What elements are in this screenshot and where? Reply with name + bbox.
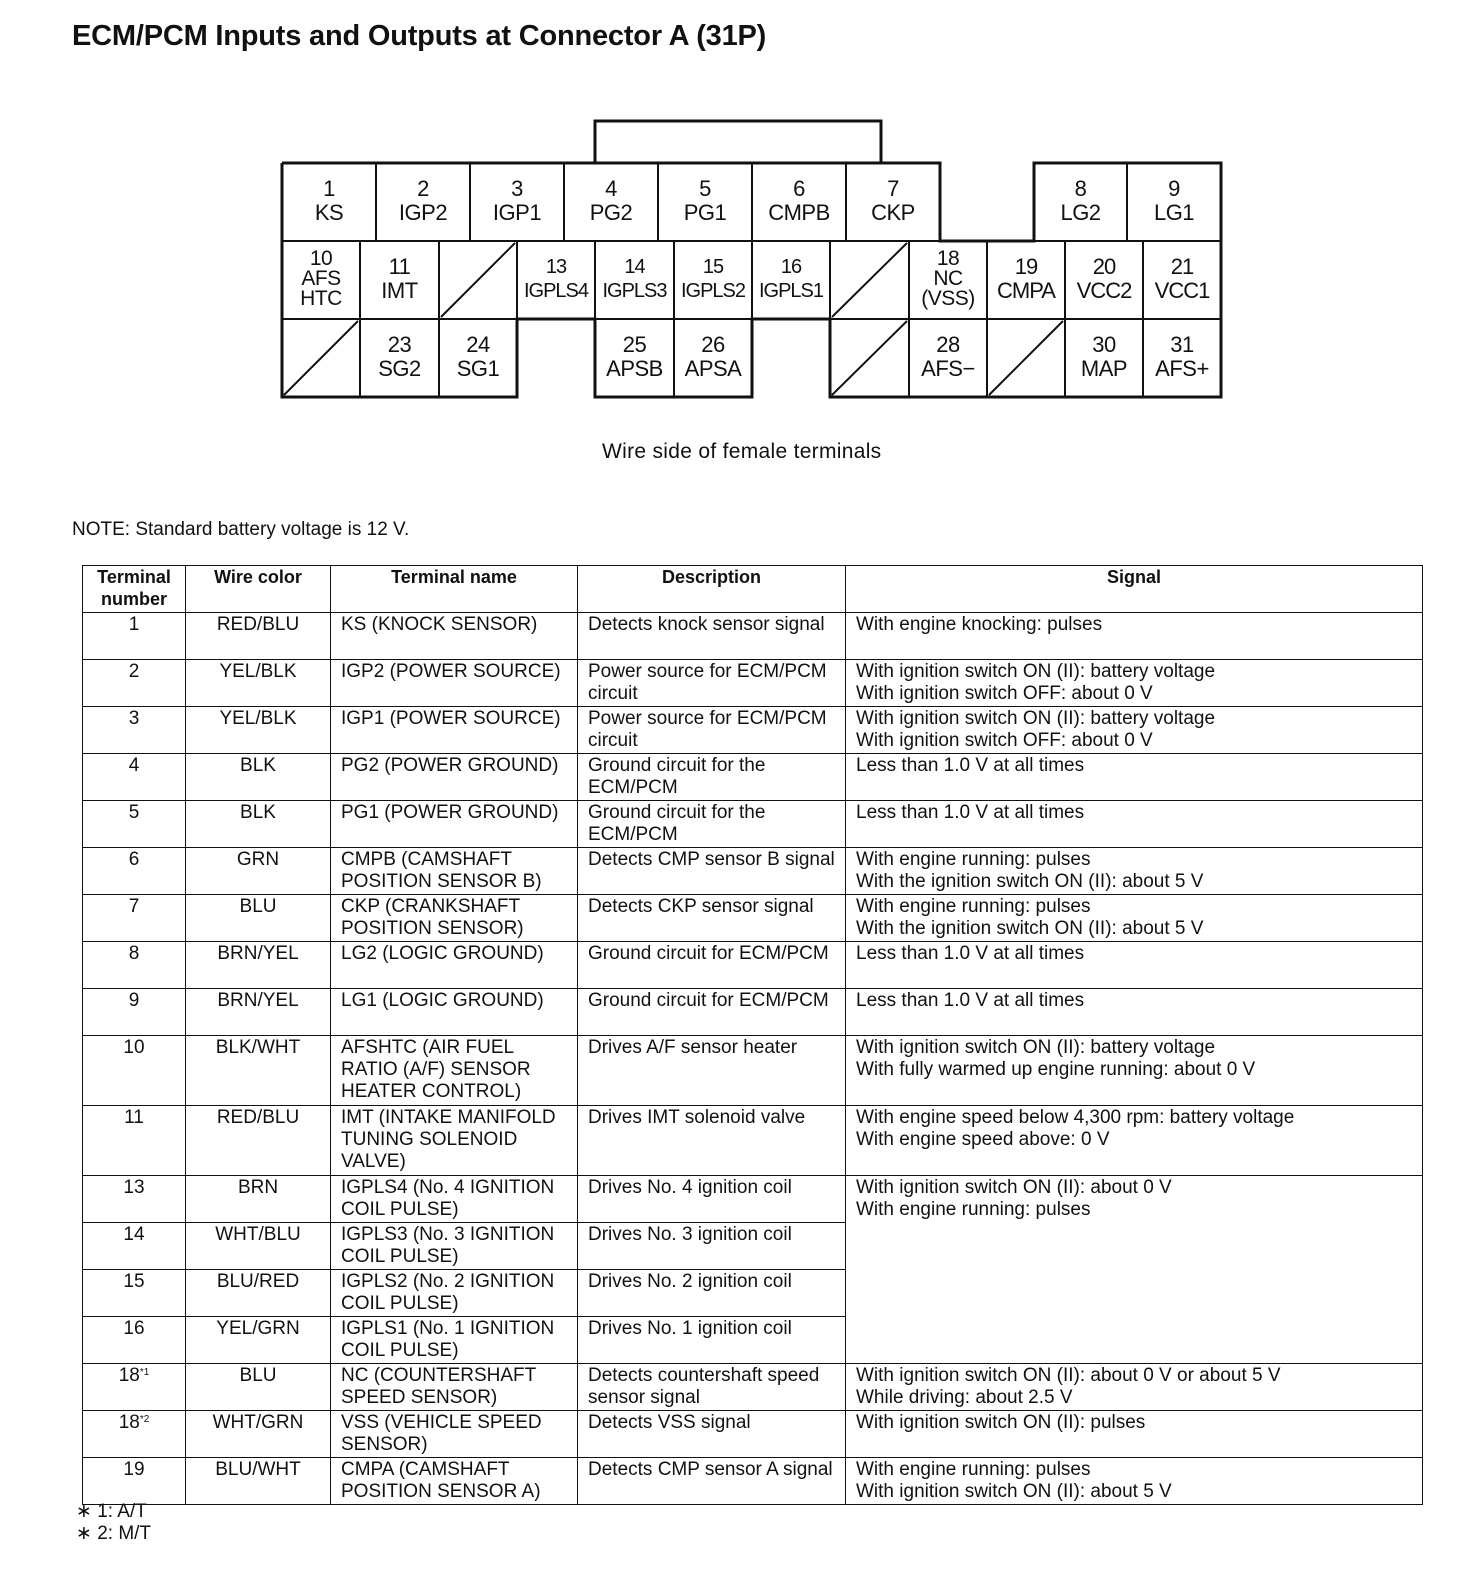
cell-terminal-name: VSS (VEHICLE SPEED SENSOR) <box>331 1411 578 1458</box>
table-row <box>83 895 1423 942</box>
terminal-2: 2 IGP2 <box>398 176 448 225</box>
cell-terminal-number: 15 <box>83 1270 186 1317</box>
cell-signal: With engine running: pulses With the ignition switch ON (II): about 5 V <box>846 848 1423 895</box>
table-row <box>83 1458 1423 1505</box>
cell-description: Detects CKP sensor signal <box>578 895 846 942</box>
footnote-2: ∗ 2: M/T <box>76 1523 152 1544</box>
table-row <box>83 660 1423 707</box>
terminal-7: 7 CKP <box>871 176 915 225</box>
terminal-13: 13 IGPLS4 <box>523 256 589 302</box>
cell-signal: With ignition switch ON (II): battery voltage With ignition switch OFF: about 0 V <box>846 660 1423 707</box>
cell-terminal-name: LG2 (LOGIC GROUND) <box>331 942 578 989</box>
connector-caption: Wire side of female terminals <box>602 440 882 463</box>
cell-wire-color: BRN/YEL <box>186 942 331 989</box>
terminal-19: 19 CMPA <box>997 254 1055 303</box>
cell-signal: With engine speed below 4,300 rpm: battery voltage With engine speed above: 0 V <box>846 1106 1423 1176</box>
cell-terminal-name: CMPA (CAMSHAFT POSITION SENSOR A) <box>331 1458 578 1505</box>
cell-description: Drives A/F sensor heater <box>578 1036 846 1106</box>
cell-terminal-name: NC (COUNTERSHAFT SPEED SENSOR) <box>331 1364 578 1411</box>
cell-terminal-name: PG1 (POWER GROUND) <box>331 801 578 848</box>
cell-description: Ground circuit for ECM/PCM <box>578 942 846 989</box>
terminal-18: 18 NC (VSS) <box>921 247 975 310</box>
cell-description: Ground circuit for the ECM/PCM <box>578 754 846 801</box>
cell-terminal-number: 19 <box>83 1458 186 1505</box>
terminal-26: 26 APSA <box>684 332 742 381</box>
header-signal: Signal <box>846 566 1423 613</box>
cell-description: Drives IMT solenoid valve <box>578 1106 846 1176</box>
cell-description: Detects countershaft speed sensor signal <box>578 1364 846 1411</box>
terminal-table <box>82 565 1423 1505</box>
terminal-14: 14 IGPLS3 <box>602 256 667 302</box>
terminal-8: 8 LG2 <box>1060 176 1101 225</box>
table-row <box>83 1106 1423 1176</box>
terminal-24: 24 SG1 <box>456 332 500 381</box>
terminal-31: 31 AFS+ <box>1155 332 1209 381</box>
cell-signal: With engine knocking: pulses <box>846 613 1423 660</box>
cell-terminal-name: LG1 (LOGIC GROUND) <box>331 989 578 1036</box>
cell-description: Drives No. 4 ignition coil <box>578 1176 846 1223</box>
cell-wire-color: YEL/BLK <box>186 707 331 754</box>
cell-description: Drives No. 2 ignition coil <box>578 1270 846 1317</box>
cell-signal: With engine running: pulses With ignition switch ON (II): about 5 V <box>846 1458 1423 1505</box>
cell-description: Ground circuit for ECM/PCM <box>578 989 846 1036</box>
table-row <box>83 1411 1423 1458</box>
cell-terminal-number: 14 <box>83 1223 186 1270</box>
terminal-5: 5 PG1 <box>683 176 727 225</box>
cell-terminal-number: 10 <box>83 1036 186 1106</box>
note-label: NOTE: <box>72 519 131 540</box>
header-terminal-number: Terminal number <box>83 566 186 613</box>
cell-terminal-number: 16 <box>83 1317 186 1364</box>
terminal-1: 1 KS <box>314 176 344 225</box>
cell-wire-color: BLK <box>186 801 331 848</box>
cell-terminal-name: IGPLS4 (No. 4 IGNITION COIL PULSE) <box>331 1176 578 1223</box>
cell-terminal-name: IGP1 (POWER SOURCE) <box>331 707 578 754</box>
cell-wire-color: BRN <box>186 1176 331 1223</box>
terminal-21: 21 VCC1 <box>1154 254 1210 303</box>
cell-signal: Less than 1.0 V at all times <box>846 754 1423 801</box>
terminal-30: 30 MAP <box>1080 332 1128 381</box>
cell-description: Drives No. 1 ignition coil <box>578 1317 846 1364</box>
note <box>72 519 409 541</box>
cell-description: Detects VSS signal <box>578 1411 846 1458</box>
cell-wire-color: BLU <box>186 895 331 942</box>
cell-terminal-name: CMPB (CAMSHAFT POSITION SENSOR B) <box>331 848 578 895</box>
table-row <box>83 1036 1423 1106</box>
terminal-3: 3 IGP1 <box>492 176 542 225</box>
cell-description: Detects knock sensor signal <box>578 613 846 660</box>
cell-wire-color: BLU/WHT <box>186 1458 331 1505</box>
cell-terminal-number: 5 <box>83 801 186 848</box>
cell-wire-color: YEL/GRN <box>186 1317 331 1364</box>
cell-terminal-number: 18$^{*2}$ <box>83 1411 186 1458</box>
terminal-6: 6 CMPB <box>768 176 830 225</box>
terminal-4: 4 PG2 <box>589 176 633 225</box>
cell-signal: With ignition switch ON (II): battery voltage With fully warmed up engine running: about 0 V <box>846 1036 1423 1106</box>
cell-terminal-number: 9 <box>83 989 186 1036</box>
cell-terminal-number: 2 <box>83 660 186 707</box>
cell-terminal-name: IGP2 (POWER SOURCE) <box>331 660 578 707</box>
cell-description: Detects CMP sensor A signal <box>578 1458 846 1505</box>
connector-diagram <box>0 0 1472 480</box>
cell-terminal-name: IMT (INTAKE MANIFOLD TUNING SOLENOID VALVE) <box>331 1106 578 1176</box>
terminal-25: 25 APSB <box>606 332 663 381</box>
terminal-10: 10 AFS HTC <box>300 247 342 310</box>
terminal-28: 28 AFS− <box>921 332 975 381</box>
cell-description: Ground circuit for the ECM/PCM <box>578 801 846 848</box>
terminal-16: 16 IGPLS1 <box>758 256 824 302</box>
cell-terminal-number: 6 <box>83 848 186 895</box>
table-row <box>83 801 1423 848</box>
cell-description: Detects CMP sensor B signal <box>578 848 846 895</box>
header-wire-color: Wire color <box>186 566 331 613</box>
terminal-9: 9 LG1 <box>1153 176 1195 225</box>
cell-signal: With ignition switch ON (II): about 0 V or about 5 V While driving: about 2.5 V <box>846 1364 1423 1411</box>
cell-signal: Less than 1.0 V at all times <box>846 989 1423 1036</box>
cell-terminal-number: 13 <box>83 1176 186 1223</box>
cell-terminal-number: 11 <box>83 1106 186 1176</box>
cell-signal: With ignition switch ON (II): battery voltage With ignition switch OFF: about 0 V <box>846 707 1423 754</box>
cell-wire-color: BRN/YEL <box>186 989 331 1036</box>
cell-terminal-name: CKP (CRANKSHAFT POSITION SENSOR) <box>331 895 578 942</box>
cell-signal: With engine running: pulses With the ignition switch ON (II): about 5 V <box>846 895 1423 942</box>
cell-terminal-number: 18$^{*1}$ <box>83 1364 186 1411</box>
cell-description: Power source for ECM/PCM circuit <box>578 660 846 707</box>
terminal-11: 11 IMT <box>381 254 418 303</box>
cell-wire-color: BLU/RED <box>186 1270 331 1317</box>
table-row <box>83 989 1423 1036</box>
cell-wire-color: YEL/BLK <box>186 660 331 707</box>
cell-terminal-name: IGPLS1 (No. 1 IGNITION COIL PULSE) <box>331 1317 578 1364</box>
table-row <box>83 942 1423 989</box>
cell-description: Power source for ECM/PCM circuit <box>578 707 846 754</box>
cell-terminal-name: IGPLS2 (No. 2 IGNITION COIL PULSE) <box>331 1270 578 1317</box>
cell-wire-color: RED/BLU <box>186 613 331 660</box>
cell-description: Drives No. 3 ignition coil <box>578 1223 846 1270</box>
connector-outline <box>0 0 1472 480</box>
cell-terminal-number: 8 <box>83 942 186 989</box>
terminal-15: 15 IGPLS2 <box>680 256 746 302</box>
note-text: Standard battery voltage is 12 V. <box>135 519 410 540</box>
table-row <box>83 1176 1423 1223</box>
cell-signal: With ignition switch ON (II): pulses <box>846 1411 1423 1458</box>
cell-terminal-name: AFSHTC (AIR FUEL RATIO (A/F) SENSOR HEATER CONTROL) <box>331 1036 578 1106</box>
terminal-20: 20 VCC2 <box>1076 254 1132 303</box>
cell-terminal-number: 1 <box>83 613 186 660</box>
footnote-1: ∗ 1: A/T <box>76 1501 147 1522</box>
terminal-23: 23 SG2 <box>378 332 421 381</box>
cell-signal: Less than 1.0 V at all times <box>846 942 1423 989</box>
cell-signal: With ignition switch ON (II): about 0 V With engine running: pulses <box>846 1176 1423 1364</box>
cell-wire-color: BLK <box>186 754 331 801</box>
cell-wire-color: BLK/WHT <box>186 1036 331 1106</box>
cell-wire-color: RED/BLU <box>186 1106 331 1176</box>
header-description: Description <box>578 566 846 613</box>
table-row <box>83 1364 1423 1411</box>
cell-terminal-number: 4 <box>83 754 186 801</box>
cell-wire-color: GRN <box>186 848 331 895</box>
cell-wire-color: WHT/GRN <box>186 1411 331 1458</box>
cell-terminal-name: KS (KNOCK SENSOR) <box>331 613 578 660</box>
cell-wire-color: WHT/BLU <box>186 1223 331 1270</box>
cell-terminal-name: PG2 (POWER GROUND) <box>331 754 578 801</box>
cell-terminal-number: 3 <box>83 707 186 754</box>
header-terminal-name: Terminal name <box>331 566 578 613</box>
page-title: ECM/PCM Inputs and Outputs at Connector A (31P) <box>72 20 767 52</box>
cell-signal: Less than 1.0 V at all times <box>846 801 1423 848</box>
table-row <box>83 754 1423 801</box>
cell-terminal-number: 7 <box>83 895 186 942</box>
table-row <box>83 848 1423 895</box>
cell-terminal-name: IGPLS3 (No. 3 IGNITION COIL PULSE) <box>331 1223 578 1270</box>
cell-wire-color: BLU <box>186 1364 331 1411</box>
table-row <box>83 613 1423 660</box>
table-row <box>83 707 1423 754</box>
